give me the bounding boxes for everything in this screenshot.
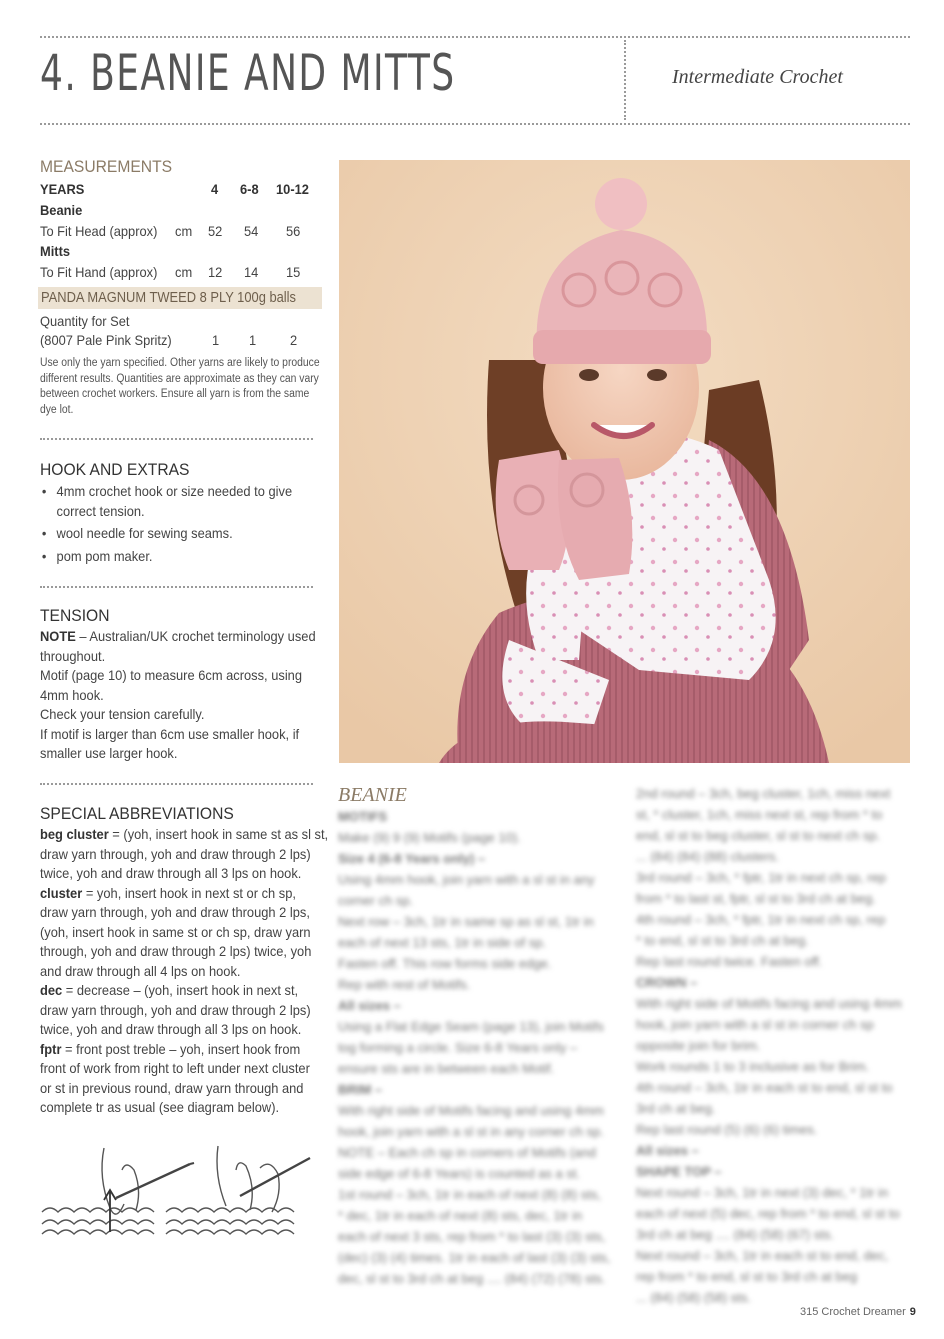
tension-text: NOTE – Australian/UK crochet terminology used throughout. Motif (page 10) to measure 6cm across, using 4mm hook. Check your tension carefully. If motif is larger than 6cm use smaller hook, if smaller use larger hook.	[40, 628, 316, 761]
tension-heading: TENSION	[40, 606, 110, 625]
yarn-note-line: between crochet workers. Ensure all yarn is from the same	[40, 388, 310, 400]
beanie-instructions-col2: 2nd round – 3ch, beg cluster, 1ch, miss next st, * cluster, 1ch, miss next st, rep from * to end, sl st to beg cluster, sl st to next ch sp. ... (84) (84) (88) clusters. 3rd round – 3ch, * fptr, 1tr in next ch sp, rep from * to last st, fptr, sl st to 3rd ch at beg. 4th round – 3ch, * fptr, 1tr in next ch sp, rep * to end, sl st to 3rd ch at beg. Rep last round twice. Fasten off. CROWN – With right side of Motifs facing and using 4mm hook, join yarn with a sl st in corner ch sp opposite join for brim. Work rounds 1 to 3 inclusive as for Brim. 4th round – 3ch, 1tr in each st to end, sl st to 3rd ch at beg. Rep last round (5) (6) (6) times. All sizes – SHAPE TOP – Next round – 3ch, 1tr in next (3) dec, * 1tr in each of next (5) dec, rep from * to end, sl st to 3rd ch at beg .... (84) (58) (67) sts. Next round – 3ch, 1tr in each st to end, dec, rep from * to end, sl st to 3rd ch at beg ... (84) (58) (58) sts.	[636, 786, 902, 1305]
section-divider	[40, 586, 313, 588]
page-title: 4. BEANIE AND MITTS	[40, 44, 456, 102]
model-photo	[339, 160, 910, 763]
crochet-hook-icon	[116, 1163, 194, 1198]
yarn-note	[40, 356, 351, 418]
section-divider	[40, 783, 313, 785]
beanie-label: Beanie	[40, 202, 83, 218]
list-item: • pom pom maker.	[40, 547, 292, 567]
abbrev-text: beg cluster = (yoh, insert hook in same st as sl st, draw yarn through, yoh and draw through 2 lps) twice, yoh and draw through all 3 lps on hook. cluster = yoh, insert hook in next st or ch sp, draw yarn through, yoh and draw through 2 lps, (yoh, insert hook in same st or ch sp, draw yarn through, yoh and draw through 2 lps) twice, yoh and draw through all 4 lps on hook. dec = decrease – (yoh, insert hook in next st, draw yarn through, yoh and draw through 2 lps) twice, yoh and draw through all 3 lps on hook. fptr = front post treble – yoh, insert hook from front of work from right to left under next cluster or st in previous round, draw yarn through and complete tr as usual (see diagram below).	[40, 826, 329, 1115]
beanie-val-3: 56	[286, 223, 301, 239]
yarn-note-line: Use only the yarn specified. Other yarns are likely to produce	[40, 357, 320, 369]
years-col-3: 10-12	[276, 181, 309, 197]
section-divider	[40, 438, 313, 440]
yarn-val-3: 2	[290, 332, 298, 348]
yarn-heading: PANDA MAGNUM TWEED 8 PLY 100g balls	[41, 289, 296, 306]
mitts-row-label: To Fit Hand (approx)	[40, 264, 158, 280]
yarn-val-2: 1	[249, 332, 257, 348]
fptr-diagram	[40, 1140, 315, 1240]
list-item: • 4mm crochet hook or size needed to give correct tension.	[40, 482, 292, 521]
mitts-label: Mitts	[40, 243, 71, 259]
measurements-heading: MEASUREMENTS	[40, 157, 173, 176]
mitts-row-unit: cm	[175, 264, 193, 280]
yarn-qty-label: Quantity for Set	[40, 313, 130, 329]
mitts-val-1: 12	[208, 264, 223, 280]
beanie-val-2: 54	[244, 223, 259, 239]
pom-pom-icon	[595, 178, 647, 230]
header-bottom-rule	[40, 123, 910, 125]
yarn-colour-label: (8007 Pale Pink Spritz)	[40, 332, 172, 348]
beanie-instructions-col1: MOTIFS Make (9) 9 (9) Motifs (page 10). Size 4 (6-8 Years only) – Using 4mm hook, join yarn with a sl st in any corner ch sp. Next row – 3ch, 1tr in same sp as sl st, 1tr in each of next 13 sts, 1tr in side of sp. Fasten off. This row forms side edge. Rep with rest of Motifs. All sizes – Using a Flat Edge Seam (page 13), join Motifs tog forming a circle. Size 6-8 Years only – ensure sts are in between each Motif. BRIM – With right side of Motifs facing and using 4mm hook, join yarn with a sl st in any corner ch sp. NOTE – Each ch sp in corners of Motifs (and side edge of 6-8 Years) is counted as a st. 1st round – 3ch, 1tr in each of next (8) (8) sts, * dec, 1tr in each of next (8) sts, dec, 1tr in each of next 3 sts, rep from * to last (3) (3) sts, (dec) (3) (4) times. 1tr in each of last (3) (3) sts, dec, sl st to 3rd ch at beg .... (84) (72) (78) sts.	[338, 809, 611, 1286]
yarn-note-line: dye lot.	[40, 403, 74, 416]
abbrev-heading: SPECIAL ABBREVIATIONS	[40, 804, 234, 823]
beanie-val-1: 52	[208, 223, 223, 239]
top-rule	[40, 36, 910, 38]
mitts-val-2: 14	[244, 264, 259, 280]
beanie-row-label: To Fit Head (approx)	[40, 223, 158, 239]
header-divider	[624, 40, 626, 120]
list-item: • wool needle for sewing seams.	[40, 524, 292, 544]
years-col-1: 4	[211, 181, 219, 197]
skill-level: Intermediate Crochet	[672, 66, 843, 88]
beanie-heading: BEANIE	[338, 784, 407, 806]
beanie-row-unit: cm	[175, 223, 193, 239]
years-col-2: 6-8	[240, 181, 259, 197]
page-footer: 315 Crochet Dreamer 9	[800, 1306, 916, 1318]
mitts-val-3: 15	[286, 264, 301, 280]
hook-heading: HOOK AND EXTRAS	[40, 460, 190, 479]
yarn-note-line: different results. Quantities are approximate as they can vary	[40, 372, 319, 385]
yarn-val-1: 1	[212, 332, 220, 348]
years-label: YEARS	[40, 181, 85, 197]
hook-list	[40, 482, 292, 566]
page-number: 9	[909, 1306, 916, 1318]
yarn-heading-bar	[38, 287, 322, 309]
